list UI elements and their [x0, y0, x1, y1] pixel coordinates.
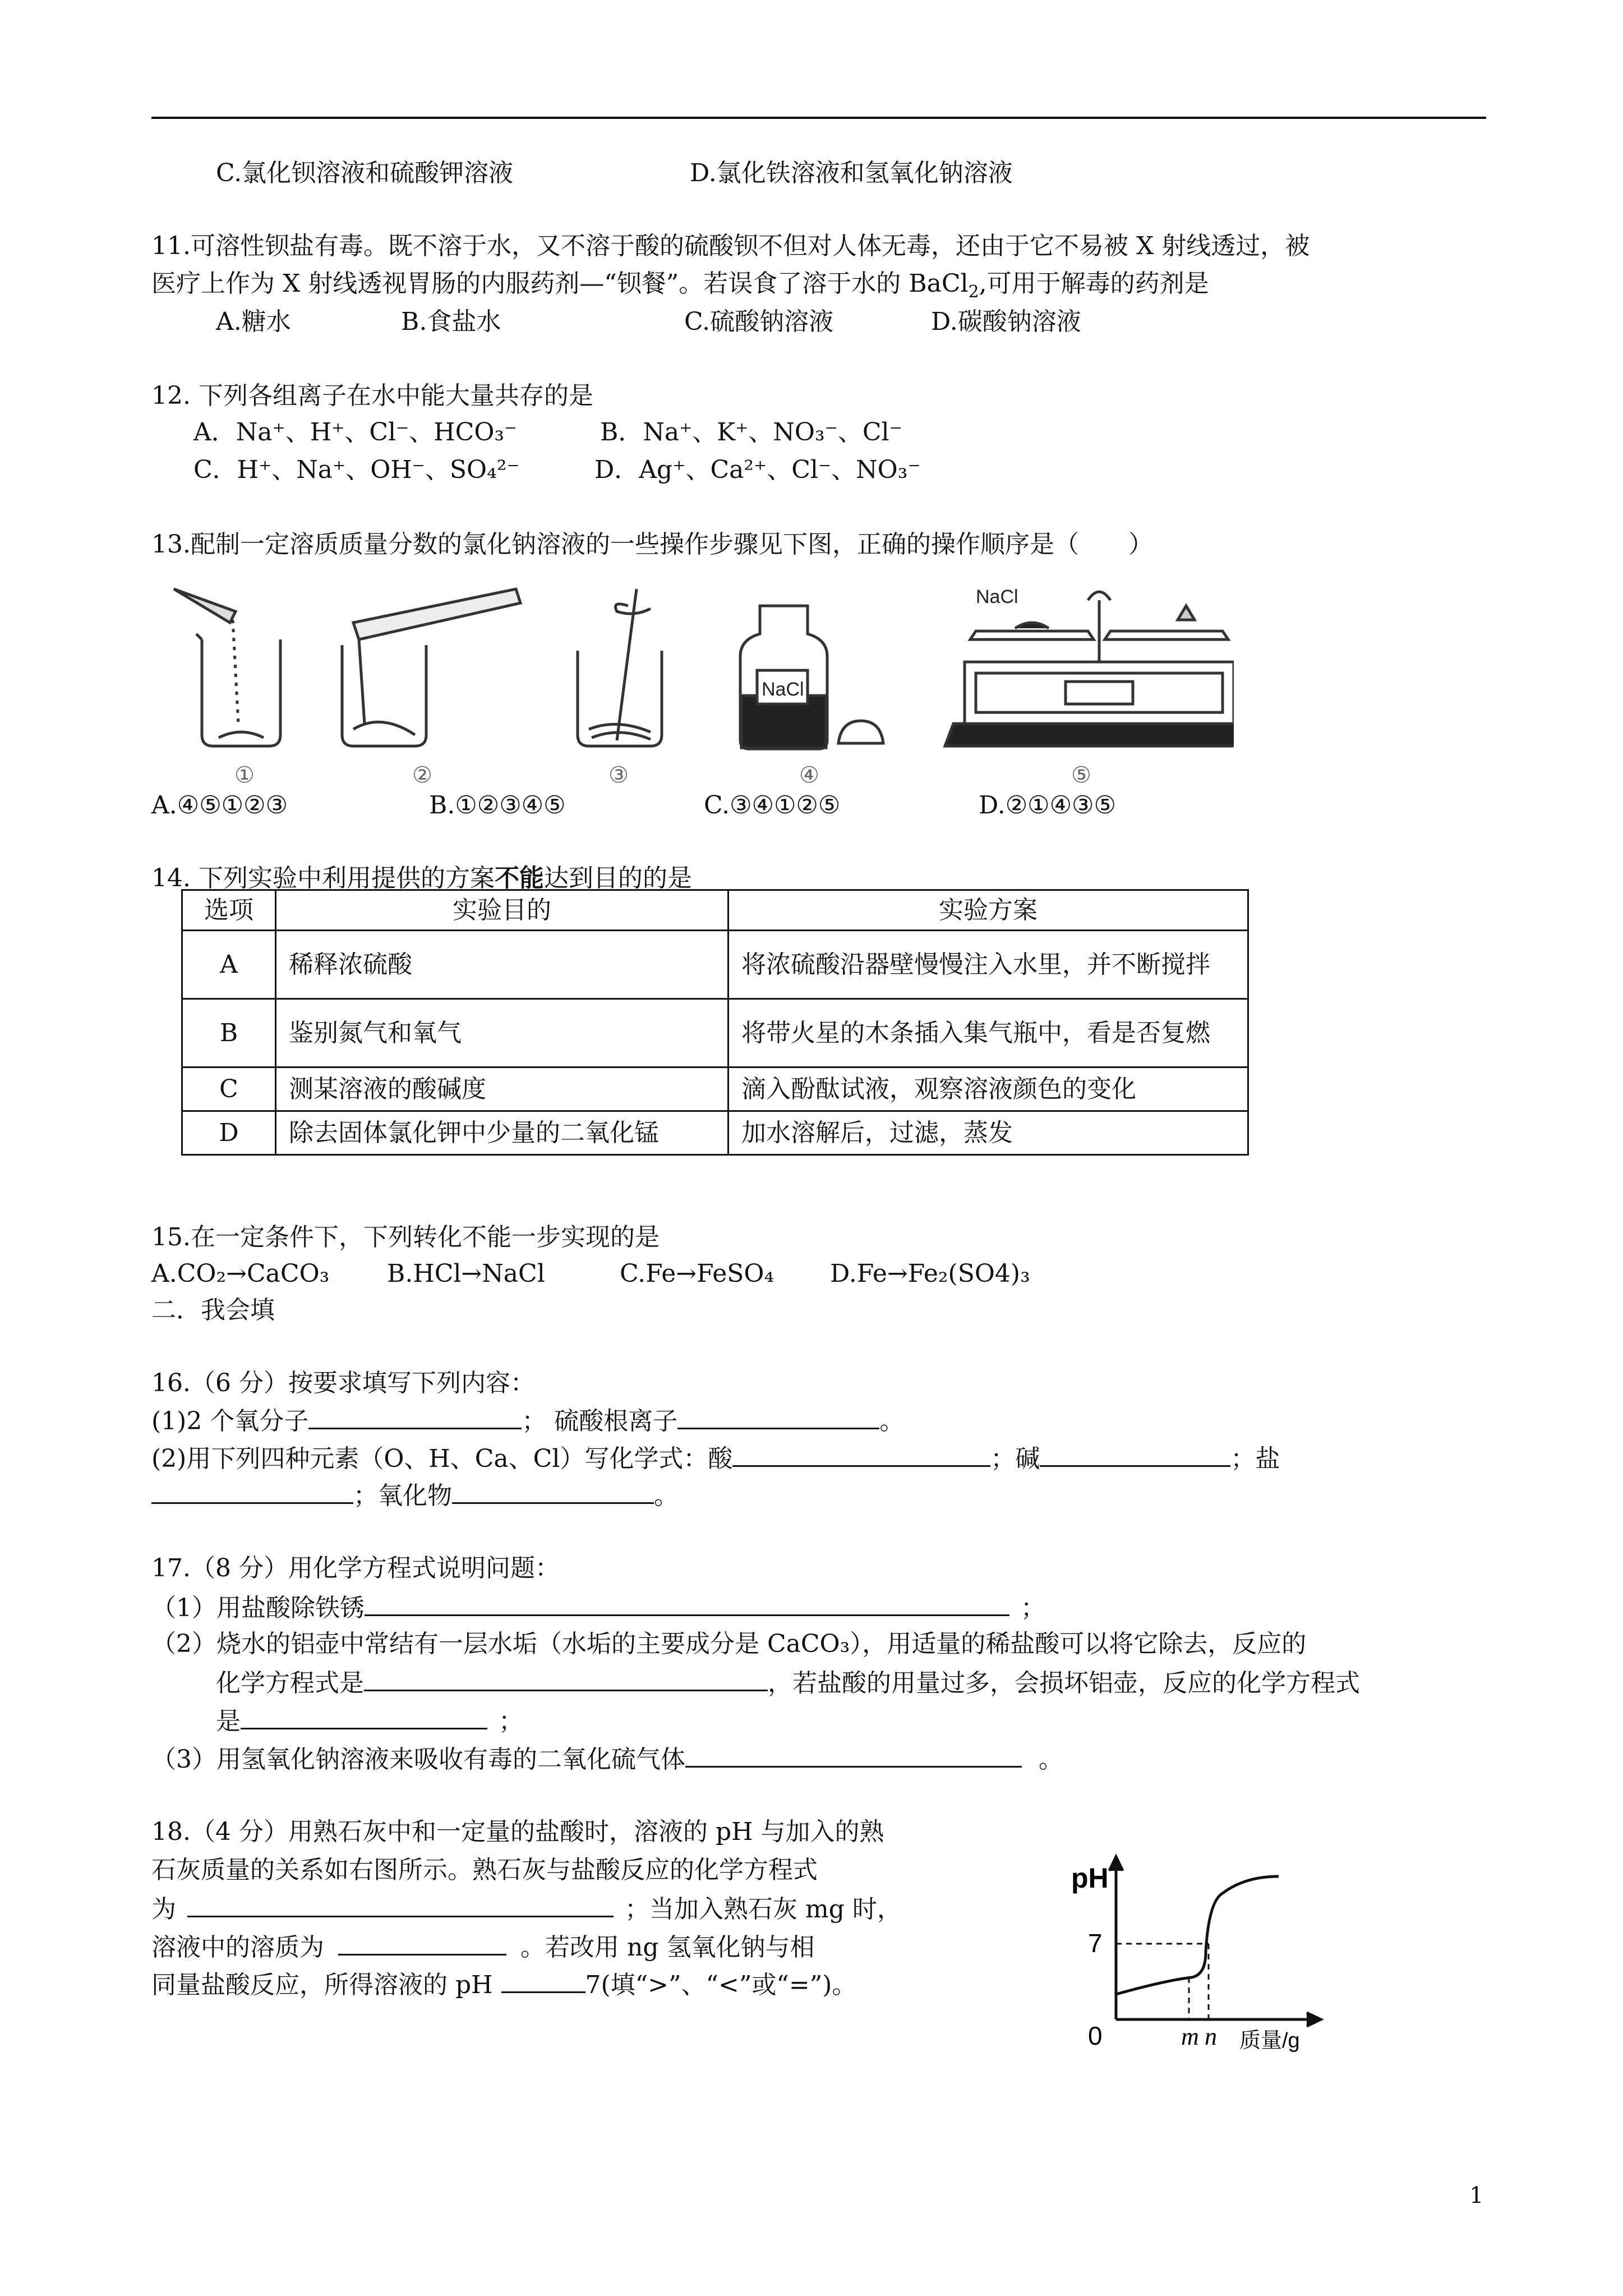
q13-option-a: A.④⑤①②③ [151, 791, 288, 820]
table-row: C 测某溶液的酸碱度 滴入酚酞试液，观察溶液颜色的变化 [182, 1068, 1248, 1111]
q18-line1: 18.（4 分）用熟石灰中和一定量的盐酸时，溶液的 pH 与加入的熟 [151, 1818, 884, 1846]
q18-line3: 为 ；当加入熟石灰 mg 时， [151, 1893, 902, 1925]
table-row: A 稀释浓硫酸 将浓硫酸沿器壁慢慢注入水里，并不断搅拌 [182, 931, 1248, 999]
q13-option-d: D.②①④③⑤ [979, 791, 1116, 820]
table-row: B 鉴别氮气和氧气 将带火星的木条插入集气瓶中，看是否复燃 [182, 999, 1248, 1068]
q18-line5: 同量盐酸反应，所得溶液的 pH 7(填“>”、“<”或“=”)。 [151, 1969, 856, 2000]
reagent-bottle-icon [740, 606, 883, 749]
q16-line1: (1)2 个氧分子 ； 硫酸根离子 。 [151, 1405, 904, 1437]
page-number: 1 [1469, 2183, 1484, 2208]
q16-line2: (2)用下列四种元素（O、H、Ca、Cl）写化学式：酸 ；碱 ；盐 [151, 1443, 1280, 1474]
beaker-2-icon [342, 589, 520, 746]
answer-blank[interactable] [677, 1405, 879, 1429]
answer-blank[interactable] [732, 1443, 990, 1467]
balance-label: NaCl [976, 586, 1018, 608]
q18-line4: 溶液中的溶质为 。若改用 ng 氢氧化钠与相 [151, 1931, 814, 1963]
q15-option-a: A.CO₂→CaCO₃ [151, 1259, 330, 1288]
answer-blank[interactable] [1040, 1443, 1230, 1467]
answer-blank[interactable] [308, 1405, 522, 1429]
q17-line3: 化学方程式是 ，若盐酸的用量过多，会损坏铝壶，反应的化学方程式 [216, 1667, 1360, 1699]
section-title: 二．我会填 [151, 1296, 275, 1324]
answer-blank[interactable] [685, 1743, 1022, 1768]
beaker-3-icon [578, 589, 662, 746]
q14-stem: 14. 下列实验中利用提供的方案不能达到目的的是 [151, 864, 692, 892]
q13-option-b: B.①②③④⑤ [429, 791, 566, 820]
q12-option-a: A．Na⁺、H⁺、Cl⁻、HCO₃⁻ [193, 418, 518, 447]
q13-option-c: C.③④①②⑤ [704, 791, 841, 820]
graph-m: m [1181, 2023, 1199, 2050]
table-header-row [182, 890, 1248, 931]
balance-icon [945, 592, 1234, 746]
q17-line5: （3）用氢氧化钠溶液来吸收有毒的二氧化硫气体 。 [151, 1743, 1063, 1775]
header-rule [151, 117, 1486, 119]
q15-option-b: B.HCl→NaCl [387, 1259, 545, 1288]
q11-stem-line1: 11.可溶性钡盐有毒。既不溶于水，又不溶于酸的硫酸钡不但对人体无毒，还由于它不易被 X 射线透过，被 [151, 232, 1310, 260]
fig-label-4: ④ [799, 762, 819, 788]
answer-blank[interactable] [151, 1480, 353, 1504]
q11-option-d: D.碳酸钠溶液 [931, 307, 1081, 336]
fig-label-5: ⑤ [1071, 762, 1091, 788]
fig-label-1: ① [234, 762, 255, 788]
q18-line2: 石灰质量的关系如右图所示。熟石灰与盐酸反应的化学方程式 [151, 1856, 818, 1884]
q10-option-c: C.氯化钡溶液和硫酸钾溶液 [216, 159, 514, 187]
answer-blank[interactable] [365, 1592, 1009, 1616]
graph-origin: 0 [1088, 2021, 1103, 2050]
answer-blank[interactable] [338, 1931, 506, 1955]
answer-blank[interactable] [364, 1667, 768, 1691]
ph-graph [1054, 1851, 1346, 2059]
q15-option-d: D.Fe→Fe₂(SO4)₃ [830, 1259, 1030, 1288]
q16-line3: ；氧化物 。 [151, 1480, 679, 1511]
q15-option-c: C.Fe→FeSO₄ [620, 1259, 774, 1288]
header-plan: 实验方案 [728, 890, 1248, 931]
q16-stem: 16.（6 分）按要求填写下列内容： [151, 1369, 535, 1397]
header-purpose: 实验目的 [276, 890, 728, 931]
answer-blank[interactable] [452, 1480, 654, 1504]
answer-blank[interactable] [241, 1705, 487, 1729]
fig-label-3: ③ [608, 762, 629, 788]
q17-stem: 17.（8 分）用化学方程式说明问题： [151, 1554, 560, 1582]
graph-y7: 7 [1088, 1929, 1103, 1958]
q12-option-c: C．H⁺、Na⁺、OH⁻、SO₄²⁻ [193, 455, 520, 484]
graph-n: n [1205, 2023, 1217, 2050]
q17-line2: （2）烧水的铝壶中常结有一层水垢（水垢的主要成分是 CaCO₃），用适量的稀盐酸可以将它除去，反应的 [151, 1630, 1307, 1658]
q11-option-b: B.食盐水 [401, 307, 501, 336]
graph-xlabel: 质量/g [1239, 2029, 1300, 2053]
bottle-label: NaCl [762, 679, 804, 700]
q12-option-b: B．Na⁺、K⁺、NO₃⁻、Cl⁻ [600, 418, 902, 447]
q11-stem-line2: 医疗上作为 X 射线透视胃肠的内服药剂—“钡餐”。若误食了溶于水的 BaCl$_2$,可用于解毒的药剂是 [151, 269, 1209, 302]
q11-option-a: A.糖水 [216, 307, 291, 336]
q10-option-d: D.氯化铁溶液和氢氧化钠溶液 [690, 159, 1013, 187]
q12-stem: 12. 下列各组离子在水中能大量共存的是 [151, 381, 593, 410]
q11-option-c: C.硫酸钠溶液 [684, 307, 834, 336]
fig-label-2: ② [412, 762, 432, 788]
q17-line4: 是 ； [216, 1705, 523, 1737]
q14-table [181, 889, 1249, 1156]
q17-line1: （1）用盐酸除铁锈 ； [151, 1592, 1045, 1623]
q15-stem: 15.在一定条件下，下列转化不能一步实现的是 [151, 1223, 660, 1251]
q13-figure [168, 578, 1234, 791]
q12-option-d: D．Ag⁺、Ca²⁺、Cl⁻、NO₃⁻ [594, 455, 921, 484]
beaker-1-icon [174, 589, 280, 746]
answer-blank[interactable] [187, 1893, 614, 1917]
header-option: 选项 [182, 890, 276, 931]
graph-ylabel: pH [1071, 1862, 1109, 1894]
q13-stem: 13.配制一定溶质质量分数的氯化钠溶液的一些操作步骤见下图，正确的操作顺序是（ ） [151, 530, 1153, 559]
table-row: D 除去固体氯化钾中少量的二氧化锰 加水溶解后，过滤，蒸发 [182, 1111, 1248, 1155]
answer-blank[interactable] [501, 1969, 585, 1993]
